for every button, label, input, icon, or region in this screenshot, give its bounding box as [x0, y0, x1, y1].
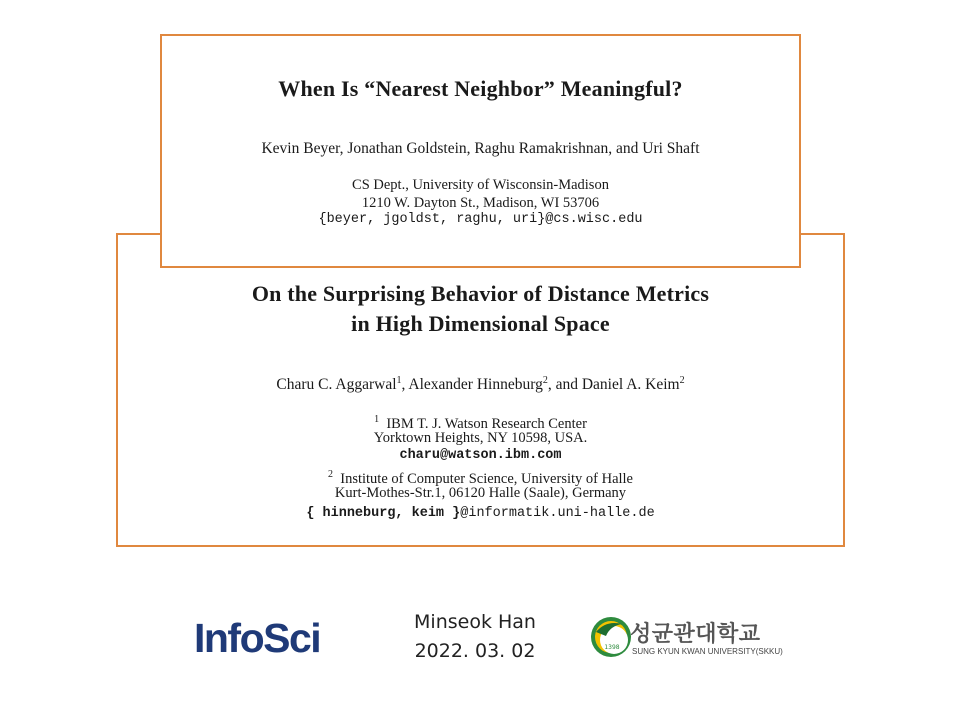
presentation-date: 2022. 03. 02 — [414, 640, 536, 662]
paper-authors — [118, 375, 843, 394]
presenter-name: Minseok Han — [414, 611, 536, 633]
affiliation-marker: 1 — [374, 414, 380, 425]
author-name: , Alexander Hinneburg — [401, 376, 543, 394]
skku-name-korean: 성균관대학교 — [630, 622, 761, 647]
affiliation-marker: 2 — [679, 375, 685, 386]
skku-logo — [588, 614, 788, 662]
paper-title-line2: in High Dimensional Space — [351, 311, 610, 336]
affiliation-email: {beyer, jgoldst, raghu, uri}@cs.wisc.edu — [318, 212, 643, 227]
affiliation-1-location: Yorktown Heights, NY 10598, USA. — [373, 430, 588, 446]
author-name: , and Daniel A. Keim — [547, 376, 680, 394]
affiliation-1-name: $^1$ IBM T. J. Watson Research Center — [374, 414, 587, 432]
affiliation-marker: 2 — [328, 469, 333, 480]
emblem-year: 1398 — [604, 644, 620, 651]
affiliation-2-address: Kurt-Mothes-Str.1, 06120 Halle (Saale), Germany — [334, 485, 627, 501]
paper-title-line1: On the Surprising Behavior of Distance Metrics — [251, 281, 710, 306]
paper-card-distance-metrics — [116, 233, 845, 547]
affiliation-address: 1210 W. Dayton St., Madison, WI 53706 — [361, 195, 600, 211]
paper-card-nearest-neighbor — [160, 34, 801, 268]
skku-emblem-icon — [588, 614, 634, 660]
infosci-logo: InfoSci — [194, 615, 321, 661]
paper-title: When Is “Nearest Neighbor” Meaningful? — [278, 76, 683, 101]
affiliation-department: CS Dept., University of Wisconsin-Madison — [352, 177, 609, 193]
author-name: Charu C. Aggarwal — [276, 376, 397, 394]
paper-authors: Kevin Beyer, Jonathan Goldstein, Raghu Ramakrishnan, and Uri Shaft — [261, 140, 700, 157]
affiliation-2-name: $^2$ Institute of Computer Science, University of Halle — [328, 469, 633, 487]
skku-name-english: SUNG KYUN KWAN UNIVERSITY(SKKU) — [632, 647, 783, 656]
affiliation-2-email: { hinneburg, keim }@informatik.uni-halle.de — [306, 506, 655, 521]
affiliation-marker: 1 — [396, 375, 402, 386]
affiliation-1-email: charu@watson.ibm.com — [399, 448, 562, 463]
affiliation-marker: 2 — [542, 375, 548, 386]
